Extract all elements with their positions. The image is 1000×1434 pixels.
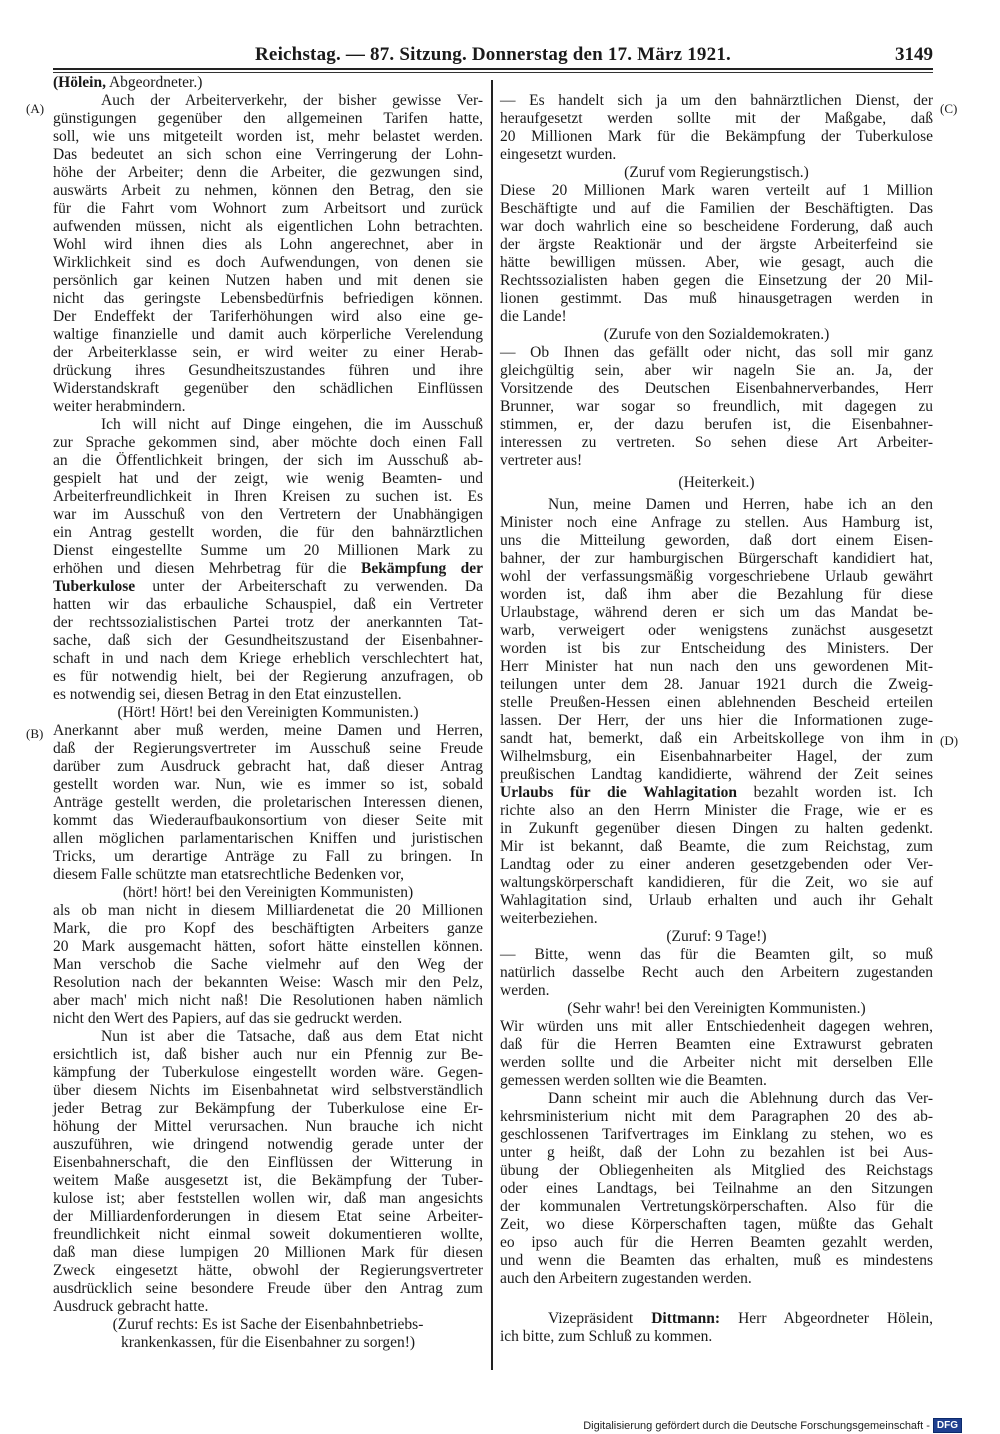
interjection <box>500 1000 933 1018</box>
running-header <box>53 44 933 68</box>
text-line: Minister noch eine Anfrage zu stellen. Aus Hamburg ist, <box>500 514 933 531</box>
text-line: ein Antrag gestellt worden, die für den bahnärztlichen <box>53 524 483 541</box>
left-column <box>53 74 483 1352</box>
text-line: Mark, die pro Kopf des beschäftigten Arbeiters ganze <box>53 920 483 937</box>
paragraph <box>500 946 933 1000</box>
text-line: stelle Preußen-Hessen einen ablehnenden Bescheid erteilen <box>500 694 933 711</box>
bold-text: Bekämpfung der <box>361 560 483 577</box>
text-line: kämpfung der Tuberkulose eingestellt worden wäre. Gegen- <box>53 1064 483 1081</box>
paragraph <box>53 416 483 704</box>
text-line: schaft in und nach dem Kriege erheblich verschlechtert hat, <box>53 650 483 667</box>
text-line: in Zukunft gegenüber diesen Dingen zu halten gedenkt. <box>500 820 933 837</box>
text-line: daß für die Herren Beamten eine Extrawurst gebraten <box>500 1036 933 1053</box>
text-line: (Heiterkeit.) <box>678 474 755 491</box>
text-line: nicht den Wert des Papiers, auf das sie gedruckt werden. <box>53 1010 403 1027</box>
text-line: auswärts Arbeit zu nehmen, können den Betrag, den sie <box>53 182 483 199</box>
text-line: Dienst eingestellte Summe um 20 Millionen Mark zu <box>53 542 483 559</box>
text-line: günstigungen gegenüber den allgemeinen Tarifen hatte, <box>53 110 483 127</box>
paragraph <box>53 722 483 884</box>
text-line: (hört! hört! bei den Vereinigten Kommunisten) <box>122 884 414 901</box>
text-line: werden sollte und die Arbeiter nicht mit derselben Elle <box>500 1054 933 1071</box>
text-line: lionen gestimmt. Das muß hinausgetragen werden in <box>500 290 933 307</box>
interjection <box>53 884 483 902</box>
text-line: Der Endeffekt der Tariferhöhungen wird also eine ge- <box>53 308 483 325</box>
text-line: Urlaubstage, während deren er sich um das Mandat be- <box>500 604 933 621</box>
text-line: Zeit, wo diese Körperschaften tagen, müßte das Gehalt <box>500 1216 933 1233</box>
text-line: allen möglichen parlamentarischen Kniffen und juristischen <box>53 830 483 847</box>
text-line: der rechtssozialistischen Partei trotz der anerkannten Tat- <box>53 614 483 631</box>
text-line: aber mach' mich nicht naß! Die Resolutionen haben nämlich <box>53 992 483 1009</box>
text-line: Arbeiterfreundlichkeit in Ihren Kreisen zu suchen ist. Es <box>53 488 483 505</box>
text-line: preußischen Landtag kandidierte, während der Zeit seines <box>500 766 933 783</box>
text-line: (Sehr wahr! bei den Vereinigten Kommunisten.) <box>567 1000 866 1017</box>
text-line: weitem Maße ausgesetzt ist, die Bekämpfung der Tuber- <box>53 1172 483 1189</box>
text-line: kehrsministerium nicht mit dem Paragraphen 20 des ab- <box>500 1108 933 1125</box>
text-line: Wirklichkeit sind es doch Aufwendungen, von denen sie <box>53 254 483 271</box>
text-line: über diesem Nichts im Eisenbahnetat wird selbstverständlich <box>53 1082 483 1099</box>
text-line: diesem Falle schützte man etatsrechtliche Bedenken vor, <box>53 866 405 883</box>
paragraph <box>500 496 933 928</box>
text-line: werden. <box>500 982 550 999</box>
header-rule-thin <box>53 72 933 73</box>
text-line: jeder Betrag zur Bekämpfung der Tuberkulose eine Er- <box>53 1100 483 1117</box>
text-line: teilungen unter dem 28. Januar 1921 durch die Zweig- <box>500 676 933 693</box>
text-line: 20 Millionen Mark für die Bekämpfung der Tuberkulose <box>500 128 933 145</box>
text-line: höhung der Mittel verursachen. Nun brauche ich nicht <box>53 1118 483 1135</box>
text-line: der ärgste Reaktionär und der ärgste Arbeiterfeind sie <box>500 236 933 253</box>
text-line: Wilhelmsburg, ein Eisenbahnarbeiter Hagel, der zum <box>500 748 933 765</box>
paragraph <box>500 92 933 164</box>
text-line: weiter herabmindern. <box>53 398 186 415</box>
text-line: interessen zu vertreten. So sehen diese Art Arbeiter- <box>500 434 933 451</box>
text-line: Wir würden uns mit aller Entschiedenheit dagegen wehren, <box>500 1018 933 1035</box>
header-title: Reichstag. — 87. Sitzung. Donnerstag den 17. März 1921. <box>255 44 731 65</box>
margin-mark-a: (A) <box>26 101 45 116</box>
text-line: Landtag oder zu einer anderen gesetzgebenden oder Ver- <box>500 856 933 873</box>
text-run: unter der Arbeiterschaft zu verwenden. Da <box>135 578 483 595</box>
text-line: ersichtlich ist, daß bisher auch nur ein Pfennig zur Be- <box>53 1046 483 1063</box>
text-line: Herr Minister hat nun nach den uns gewordenen Mit- <box>500 658 933 675</box>
interjection <box>53 1316 483 1352</box>
text-line: Resolution nach der bekannten Weise: Wasch mir den Pelz, <box>53 974 483 991</box>
text-line: übung der Obliegenheiten als Mitglied des Reichstags <box>500 1162 933 1179</box>
text-line: Brunner, war sogar so freundlich, mit dagegen zu <box>500 398 933 415</box>
text-line: daß der Regierungsvertreter im Ausschuß seine Freude <box>53 740 483 757</box>
text-line: es notwendig sei, diesen Betrag in den Etat einzustellen. <box>53 686 402 703</box>
text-line: Nun, meine Damen und Herren, habe ich an den <box>548 496 933 513</box>
text-line: für die Fahrt vom Wohnort zum Arbeitsort und zurück <box>53 200 483 217</box>
text-line: der Milliardenforderungen in diesem Etat seine Arbeiter- <box>53 1208 483 1225</box>
text-line: hatten wir das erbauliche Schauspiel, daß ein Vertreter <box>53 596 483 613</box>
text-line: kommt das Wiederaufbaukonsortium von dieser Seite mit <box>53 812 483 829</box>
text-line: ich bitte, zum Schluß zu kommen. <box>500 1328 713 1345</box>
text-line: war im Ausschuß von den Vertretern der Unabhängigen <box>53 506 483 523</box>
text-line: Auch der Arbeiterverkehr, der bisher gewisse Ver- <box>101 92 483 109</box>
text-line: wohl der verfassungsmäßig vorgeschriebene Urlaub gewährt <box>500 568 933 585</box>
text-line: darüber zum Ausdruck gebracht hat, daß dieser Antrag <box>53 758 483 775</box>
text-line <box>53 578 483 596</box>
interjection <box>500 474 933 492</box>
text-line: Mir ist bekannt, daß Beamte, die zum Reichstag, zum <box>500 838 933 855</box>
margin-mark-d: (D) <box>940 733 959 748</box>
text-line: gestellt worden war. Nun, wie es immer so ist, sobald <box>53 776 483 793</box>
text-run: Abgeordneter.) <box>105 74 203 91</box>
text-line: aufwenden müssen, nicht als eigentlichen Lohn betrachten. <box>53 218 483 235</box>
text-line: hätte bewilligen müssen. Aber, wie gesagt, auch die <box>500 254 933 271</box>
margin-mark-c: (C) <box>940 101 958 116</box>
text-line: als ob man nicht in diesem Milliardenetat die 20 Millionen <box>53 902 483 919</box>
text-line: Ausdruck gebracht hatte. <box>53 1298 209 1315</box>
text-line: höhe der Arbeiter; denn die Arbeiter, die gezwungen sind, <box>53 164 483 181</box>
text-line: (Zuruf vom Regierungstisch.) <box>624 164 809 181</box>
paragraph <box>500 182 933 326</box>
text-line: es für notwendig hielt, bei der Regierung anzufragen, ob <box>53 668 483 685</box>
footer-credit: Digitalisierung gefördert durch die Deutsche Forschungsgemeinschaft - <box>583 1419 930 1432</box>
paragraph <box>500 1310 933 1346</box>
text-run: Vizepräsident <box>548 1310 652 1327</box>
paragraph <box>500 344 933 470</box>
text-line: zur Sprache gekommen sind, aber möchte doch einen Fall <box>53 434 483 451</box>
text-line: vertreter aus! <box>500 452 583 469</box>
text-line <box>53 74 483 92</box>
text-line: Nun ist aber die Tatsache, daß aus dem Etat nicht <box>101 1028 483 1045</box>
text-line: Dann scheint mir auch die Ablehnung durch das Ver- <box>548 1090 933 1107</box>
text-line: uns die Mitteilung geworden, daß dort einem Eisen- <box>500 532 933 549</box>
text-line: Ich will nicht auf Dinge eingehen, die im Ausschuß <box>101 416 483 433</box>
text-line: (Zuruf rechts: Es ist Sache der Eisenbahnbetriebs- <box>112 1316 424 1333</box>
header-rule <box>53 68 933 70</box>
text-line: Wahlagitation sind, Urlaub erhalten und auch ihr Gehalt <box>500 892 933 909</box>
text-run: bezahlt worden ist. Ich <box>737 784 933 801</box>
text-line: richte also an den Herrn Minister die Frage, wie er es <box>500 802 933 819</box>
text-line: Eisenbahnerschaft, die den Einflüssen der Witterung in <box>53 1154 483 1171</box>
dfg-logo: DFG <box>933 1418 962 1433</box>
right-column <box>500 92 933 1346</box>
page-number: 3149 <box>895 44 933 65</box>
text-line: Zweck eingesetzt hätte, obwohl der Regierungsvertreter <box>53 1262 483 1279</box>
text-line: worden ist bis zur Entscheidung des Ministers. Der <box>500 640 933 657</box>
text-line: krankenkassen, für die Eisenbahner zu sorgen!) <box>120 1334 416 1351</box>
text-line: der kommunalen Vertretungskörperschaften. Also für die <box>500 1198 933 1215</box>
text-line: Anträge gestellt werden, die proletarischen Interessen dienen, <box>53 794 483 811</box>
text-line: auszuführen, wie dringend notwendig gerade unter der <box>53 1136 483 1153</box>
text-line: Man verschob die Sache vielmehr auf den Weg der <box>53 956 483 973</box>
interjection <box>500 326 933 344</box>
interjection <box>53 704 483 722</box>
interjection <box>500 164 933 182</box>
text-line: und wenn die Beamten das erhalten, muß es mindestens <box>500 1252 933 1269</box>
text-line: gemessen werden sollten wie die Beamten. <box>500 1072 767 1089</box>
text-line: sandt hat, bemerkt, daß ein Arbeitskollege von ihm in <box>500 730 933 747</box>
text-line: 20 Mark ausgemacht hätten, sofort hätte einstellen können. <box>53 938 483 955</box>
interjection <box>500 928 933 946</box>
text-line: geschlossenen Tarifvertrages im Einklang zu stehen, wo es <box>500 1126 933 1143</box>
text-line: heraufgesetzt werden sollte mit der Maßgabe, daß <box>500 110 933 127</box>
text-line: sache, daß sich der Gesundheitszustand der Eisenbahner- <box>53 632 483 649</box>
text-line: war doch wahrlich eine so bescheidene Forderung, daß auch <box>500 218 933 235</box>
bold-text: Dittmann: <box>651 1310 721 1327</box>
paragraph <box>500 1090 933 1288</box>
bold-text: Urlaubs für die Wahlagitation <box>500 784 738 801</box>
text-line <box>500 1310 933 1328</box>
text-line: weiterbeziehen. <box>500 910 598 927</box>
text-line: auch den Arbeitern zugestanden werden. <box>500 1270 752 1287</box>
text-line: Beschäftigte und auf die Familien der Beschäftigten. Das <box>500 200 933 217</box>
text-line: (Hört! Hört! bei den Vereinigten Kommunisten.) <box>117 704 419 721</box>
text-line: die Lande! <box>500 308 567 325</box>
text-line: Tricks, um derartige Anträge zu Fall zu bringen. In <box>53 848 483 865</box>
text-line <box>500 784 933 802</box>
bold-text: (Hölein, <box>53 74 106 91</box>
text-line: warb, verweigert oder wenigstens zunächst ausgesetzt <box>500 622 933 639</box>
text-line: waltungskörperschaft kandidieren, für die Zeit, wo sie auf <box>500 874 933 891</box>
text-line: freundlichkeit nicht einmal soweit dokumentieren wollte, <box>53 1226 483 1243</box>
text-line: lassen. Der Herr, der uns hier die Informationen zuge- <box>500 712 933 729</box>
text-run: erhöhen und diesen Mehrbetrag für die <box>53 560 362 577</box>
text-line: gespielt hat und der zeigt, wie wenig Beamten- und <box>53 470 483 487</box>
text-line: — Ob Ihnen das gefällt oder nicht, das soll mir ganz <box>500 344 933 361</box>
text-run: Herr Abgeordneter Hölein, <box>720 1310 933 1327</box>
text-line: an die Öffentlichkeit bringen, der sich im Ausschuß ab- <box>53 452 483 469</box>
text-line: ausdrücklich seine besondere Freude über den Antrag zum <box>53 1280 483 1297</box>
text-line: Wohl wird ihnen dies als Lohn angerechnet, aber in <box>53 236 483 253</box>
text-line: oder eines Landtags, bei Teilnahme an den Sitzungen <box>500 1180 933 1197</box>
text-line: drückung ihres Gesundheitszustandes führen und ihre <box>53 362 483 379</box>
margin-mark-b: (B) <box>26 726 44 741</box>
text-line: daß man diese lumpigen 20 Millionen Mark für diesen <box>53 1244 483 1261</box>
text-line: bahner, der zur hamburgischen Bürgerschaft kandidiert hat, <box>500 550 933 567</box>
text-line: soll, wie uns mitgeteilt worden ist, mehr belastet werden. <box>53 128 483 145</box>
footer <box>583 1418 962 1433</box>
paragraph <box>53 1028 483 1316</box>
paragraph <box>53 74 483 92</box>
text-line: eingesetzt wurden. <box>500 146 617 163</box>
text-line: worden ist, daß ihm aber die Bezahlung für diese <box>500 586 933 603</box>
column-divider <box>491 80 493 1370</box>
text-line: nicht das geringste Lebensbedürfnis befriedigen können. <box>53 290 483 307</box>
paragraph <box>500 1018 933 1090</box>
text-line: (Zurufe von den Sozialdemokraten.) <box>603 326 830 343</box>
paragraph <box>53 902 483 1028</box>
text-line: gleichgültig sein, aber wir nageln Sie an. Ja, der <box>500 362 933 379</box>
paragraph <box>53 92 483 416</box>
text-line: Anerkannt aber muß werden, meine Damen und Herren, <box>53 722 483 739</box>
text-line: stimmen, er, der dazu berufen ist, die Eisenbahner- <box>500 416 933 433</box>
text-line: persönlich gar keinen Nutzen haben und mit denen sie <box>53 272 483 289</box>
text-line: Diese 20 Millionen Mark waren verteilt auf 1 Million <box>500 182 933 199</box>
text-line: waltige finanzielle und damit auch körperliche Verelendung <box>53 326 483 343</box>
bold-text: Tuberkulose <box>53 578 136 595</box>
text-line <box>53 560 483 578</box>
text-line: — Es handelt sich ja um den bahnärztlichen Dienst, der <box>500 92 933 109</box>
text-line: natürlich dasselbe Recht auch den Arbeitern zugestanden <box>500 964 933 981</box>
text-line: unter g heißt, daß der Lohn zu bezahlen ist bei Aus- <box>500 1144 933 1161</box>
text-line: Vorsitzende des Deutschen Eisenbahnerverbandes, Herr <box>500 380 933 397</box>
text-line: Widerstandskraft gegenüber den schädlichen Einflüssen <box>53 380 483 397</box>
text-line: Das bedeutet an sich schon eine Verringerung der Lohn- <box>53 146 483 163</box>
text-line: — Bitte, wenn das für die Beamten gilt, so muß <box>500 946 933 963</box>
text-line: der Arbeiterklasse sein, er wird weiter zu einer Herab- <box>53 344 483 361</box>
text-line: Rechtssozialisten haben gegen die Einsetzung der 20 Mil- <box>500 272 933 289</box>
text-line: eo ipso auch für die Herren Beamten gezahlt werden, <box>500 1234 933 1251</box>
text-line: kulose ist; aber feststellen wollen wir, daß man angesichts <box>53 1190 483 1207</box>
text-line: (Zuruf: 9 Tage!) <box>666 928 767 945</box>
